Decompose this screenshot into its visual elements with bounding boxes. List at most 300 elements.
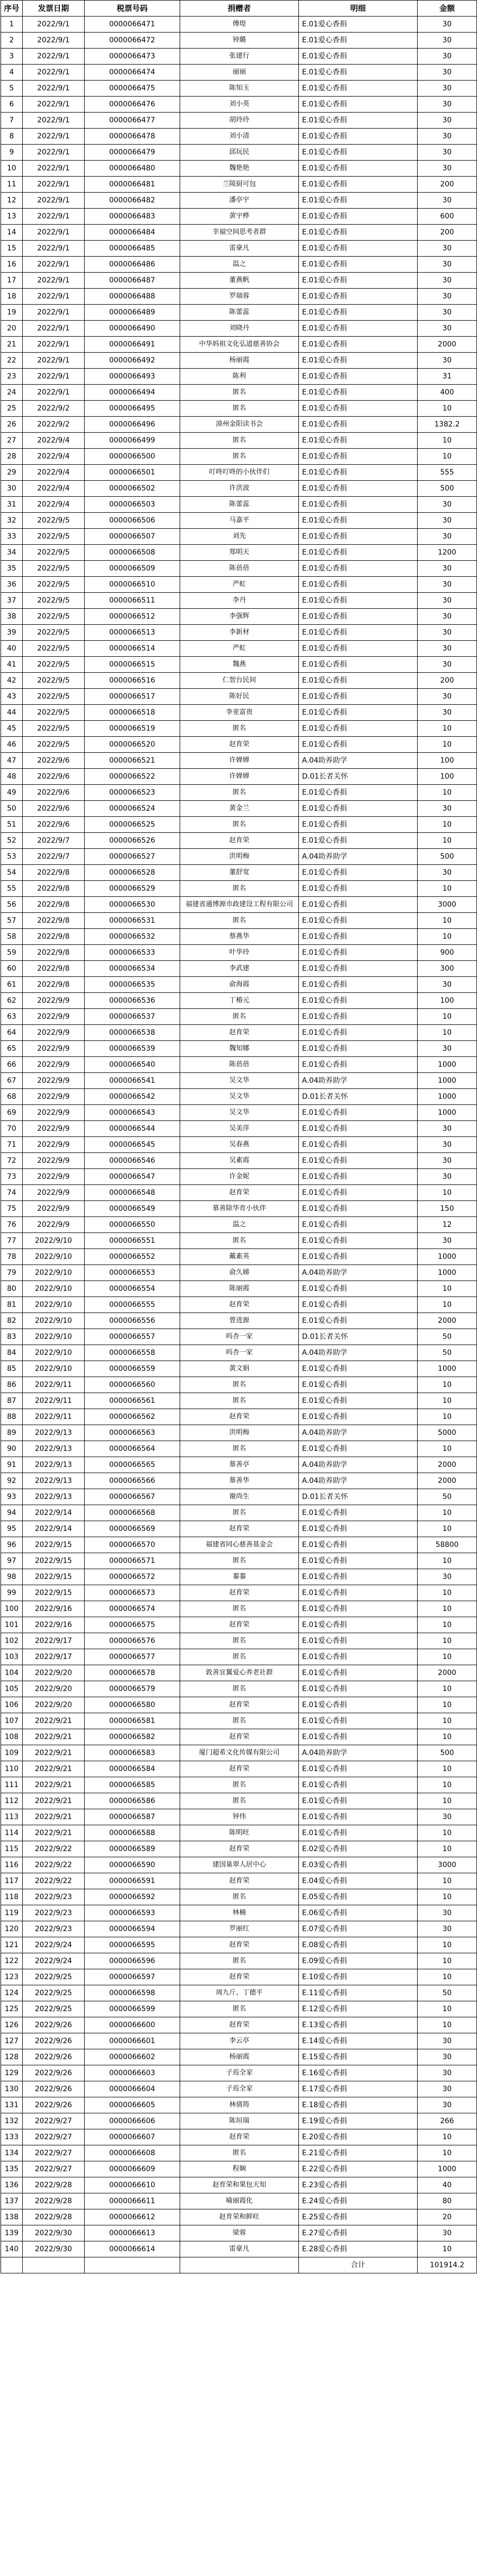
cell-seq: 5 — [1, 81, 23, 97]
cell-detail: E.01爱心香捐 — [299, 689, 418, 705]
cell-amount: 100 — [418, 769, 477, 785]
cell-date: 2022/9/1 — [23, 353, 85, 369]
total-invoice-cell — [85, 2257, 180, 2273]
cell-detail: E.01爱心香捐 — [299, 145, 418, 161]
cell-donor: 赵育荣 — [180, 1841, 299, 1857]
cell-date: 2022/9/30 — [23, 2225, 85, 2241]
cell-detail: E.01爱心香捐 — [299, 1409, 418, 1425]
total-row — [1, 2257, 477, 2273]
cell-date: 2022/9/8 — [23, 945, 85, 961]
table-row — [1, 817, 477, 833]
cell-donor: 俞久娣 — [180, 1265, 299, 1281]
cell-amount: 900 — [418, 945, 477, 961]
cell-seq: 103 — [1, 1649, 23, 1665]
cell-seq: 120 — [1, 1921, 23, 1937]
cell-detail: E.01爱心香捐 — [299, 1393, 418, 1409]
cell-donor: 蔡燕华 — [180, 929, 299, 945]
cell-date: 2022/9/9 — [23, 1217, 85, 1233]
cell-detail: E.01爱心香捐 — [299, 1105, 418, 1121]
cell-donor: 匿名 — [180, 1505, 299, 1521]
cell-date: 2022/9/9 — [23, 1185, 85, 1201]
cell-amount: 10 — [418, 1297, 477, 1313]
cell-detail: E.17爱心香捐 — [299, 2081, 418, 2097]
table-row — [1, 913, 477, 929]
cell-detail: E.08爱心香捐 — [299, 1937, 418, 1953]
table-row — [1, 193, 477, 209]
cell-invoice: 0000066603 — [85, 2065, 180, 2081]
header-date: 发票日期 — [23, 1, 85, 17]
cell-detail: E.01爱心香捐 — [299, 1521, 418, 1537]
table-row — [1, 769, 477, 785]
cell-seq: 69 — [1, 1105, 23, 1121]
header-donor: 捐赠者 — [180, 1, 299, 17]
table-row — [1, 97, 477, 113]
cell-amount: 20 — [418, 2209, 477, 2225]
cell-date: 2022/9/22 — [23, 1841, 85, 1857]
cell-date: 2022/9/13 — [23, 1457, 85, 1473]
cell-detail: A.04助养助学 — [299, 753, 418, 769]
cell-donor: 匿名 — [180, 2001, 299, 2017]
cell-date: 2022/9/15 — [23, 1553, 85, 1569]
cell-seq: 18 — [1, 289, 23, 305]
cell-detail: E.01爱心香捐 — [299, 465, 418, 481]
cell-amount: 10 — [418, 1281, 477, 1297]
table-row — [1, 337, 477, 353]
cell-detail: E.01爱心香捐 — [299, 529, 418, 545]
cell-invoice: 0000066512 — [85, 609, 180, 625]
cell-seq: 59 — [1, 945, 23, 961]
table-row — [1, 833, 477, 849]
cell-seq: 71 — [1, 1137, 23, 1153]
cell-seq: 65 — [1, 1041, 23, 1057]
table-row — [1, 561, 477, 577]
cell-date: 2022/9/9 — [23, 1073, 85, 1089]
cell-date: 2022/9/13 — [23, 1489, 85, 1505]
cell-date: 2022/9/14 — [23, 1505, 85, 1521]
cell-amount: 10 — [418, 1793, 477, 1809]
cell-donor: 吴春燕 — [180, 1137, 299, 1153]
cell-detail: E.01爱心香捐 — [299, 737, 418, 753]
cell-donor: 刘小清 — [180, 129, 299, 145]
cell-detail: E.01爱心香捐 — [299, 785, 418, 801]
cell-date: 2022/9/7 — [23, 833, 85, 849]
table-row — [1, 721, 477, 737]
cell-donor: 匿名 — [180, 1793, 299, 1809]
cell-date: 2022/9/6 — [23, 785, 85, 801]
cell-date: 2022/9/1 — [23, 289, 85, 305]
cell-date: 2022/9/9 — [23, 1153, 85, 1169]
cell-detail: E.14爱心香捐 — [299, 2033, 418, 2049]
cell-donor: 慕善亭 — [180, 1457, 299, 1473]
cell-amount: 10 — [418, 929, 477, 945]
table-row — [1, 449, 477, 465]
cell-invoice: 0000066517 — [85, 689, 180, 705]
cell-invoice: 0000066480 — [85, 161, 180, 177]
cell-invoice: 0000066476 — [85, 97, 180, 113]
cell-date: 2022/9/15 — [23, 1569, 85, 1585]
cell-detail: E.01爱心香捐 — [299, 225, 418, 241]
table-row — [1, 2225, 477, 2241]
cell-date: 2022/9/9 — [23, 1121, 85, 1137]
cell-detail: E.01爱心香捐 — [299, 289, 418, 305]
table-row — [1, 1105, 477, 1121]
cell-date: 2022/9/13 — [23, 1473, 85, 1489]
table-row — [1, 2017, 477, 2033]
cell-date: 2022/9/9 — [23, 1009, 85, 1025]
cell-date: 2022/9/9 — [23, 1201, 85, 1217]
cell-amount: 30 — [418, 2049, 477, 2065]
cell-seq: 102 — [1, 1633, 23, 1649]
cell-date: 2022/9/20 — [23, 1665, 85, 1681]
table-row — [1, 1025, 477, 1041]
cell-date: 2022/9/1 — [23, 337, 85, 353]
cell-date: 2022/9/25 — [23, 1969, 85, 1985]
cell-invoice: 0000066486 — [85, 257, 180, 273]
cell-seq: 111 — [1, 1777, 23, 1793]
cell-seq: 87 — [1, 1393, 23, 1409]
cell-donor: 许洪波 — [180, 481, 299, 497]
cell-invoice: 0000066578 — [85, 1665, 180, 1681]
cell-date: 2022/9/21 — [23, 1809, 85, 1825]
cell-donor: 杨丽霞 — [180, 353, 299, 369]
cell-seq: 139 — [1, 2225, 23, 2241]
cell-seq: 140 — [1, 2241, 23, 2257]
cell-date: 2022/9/10 — [23, 1233, 85, 1249]
cell-date: 2022/9/5 — [23, 721, 85, 737]
cell-seq: 28 — [1, 449, 23, 465]
table-row — [1, 129, 477, 145]
cell-amount: 1382.2 — [418, 417, 477, 433]
cell-detail: A.04助养助学 — [299, 1265, 418, 1281]
cell-amount: 200 — [418, 177, 477, 193]
cell-donor: 匿名 — [180, 1377, 299, 1393]
cell-amount: 10 — [418, 721, 477, 737]
cell-date: 2022/9/27 — [23, 2145, 85, 2161]
cell-date: 2022/9/9 — [23, 1057, 85, 1073]
cell-donor: 黄文娟 — [180, 1361, 299, 1377]
cell-date: 2022/9/5 — [23, 577, 85, 593]
cell-invoice: 0000066550 — [85, 1217, 180, 1233]
cell-invoice: 0000066594 — [85, 1921, 180, 1937]
cell-invoice: 0000066475 — [85, 81, 180, 97]
table-row — [1, 513, 477, 529]
cell-invoice: 0000066519 — [85, 721, 180, 737]
table-row — [1, 1345, 477, 1361]
cell-invoice: 0000066478 — [85, 129, 180, 145]
cell-date: 2022/9/16 — [23, 1617, 85, 1633]
cell-amount: 30 — [418, 241, 477, 257]
cell-amount: 1200 — [418, 545, 477, 561]
cell-date: 2022/9/13 — [23, 1425, 85, 1441]
cell-seq: 57 — [1, 913, 23, 929]
cell-detail: E.01爱心香捐 — [299, 833, 418, 849]
cell-invoice: 0000066510 — [85, 577, 180, 593]
cell-date: 2022/9/15 — [23, 1537, 85, 1553]
cell-donor: 匿名 — [180, 1553, 299, 1569]
cell-date: 2022/9/8 — [23, 913, 85, 929]
table-row — [1, 2081, 477, 2097]
cell-seq: 113 — [1, 1809, 23, 1825]
cell-seq: 4 — [1, 65, 23, 81]
cell-amount: 3000 — [418, 1857, 477, 1873]
cell-detail: E.01爱心香捐 — [299, 1153, 418, 1169]
cell-donor: 刘先 — [180, 529, 299, 545]
cell-detail: E.01爱心香捐 — [299, 1697, 418, 1713]
total-label: 合计 — [299, 2257, 418, 2273]
cell-amount: 30 — [418, 1905, 477, 1921]
cell-donor: 赵育荣 — [180, 1761, 299, 1777]
cell-seq: 131 — [1, 2097, 23, 2113]
cell-date: 2022/9/1 — [23, 241, 85, 257]
cell-invoice: 0000066580 — [85, 1697, 180, 1713]
cell-date: 2022/9/25 — [23, 1985, 85, 2001]
cell-detail: A.04助养助学 — [299, 1073, 418, 1089]
cell-date: 2022/9/1 — [23, 113, 85, 129]
table-row — [1, 673, 477, 689]
cell-donor: 匿名 — [180, 1713, 299, 1729]
table-row — [1, 1729, 477, 1745]
cell-date: 2022/9/13 — [23, 1441, 85, 1457]
cell-invoice: 0000066607 — [85, 2129, 180, 2145]
cell-amount: 30 — [418, 1233, 477, 1249]
cell-invoice: 0000066479 — [85, 145, 180, 161]
table-row — [1, 481, 477, 497]
cell-detail: E.01爱心香捐 — [299, 1185, 418, 1201]
cell-invoice: 0000066538 — [85, 1025, 180, 1041]
cell-donor: 林倩筠 — [180, 2097, 299, 2113]
cell-invoice: 0000066596 — [85, 1953, 180, 1969]
cell-amount: 30 — [418, 577, 477, 593]
cell-invoice: 0000066542 — [85, 1089, 180, 1105]
cell-detail: E.24爱心香捐 — [299, 2193, 418, 2209]
cell-invoice: 0000066559 — [85, 1361, 180, 1377]
cell-seq: 124 — [1, 1985, 23, 2001]
cell-detail: E.01爱心香捐 — [299, 881, 418, 897]
cell-seq: 104 — [1, 1665, 23, 1681]
cell-invoice: 0000066554 — [85, 1281, 180, 1297]
cell-donor: 赵育荣和果包天知 — [180, 2177, 299, 2193]
cell-date: 2022/9/1 — [23, 209, 85, 225]
cell-donor: 吴文华 — [180, 1089, 299, 1105]
cell-invoice: 0000066551 — [85, 1233, 180, 1249]
cell-detail: E.01爱心香捐 — [299, 593, 418, 609]
cell-date: 2022/9/6 — [23, 801, 85, 817]
cell-seq: 20 — [1, 321, 23, 337]
cell-date: 2022/9/21 — [23, 1793, 85, 1809]
cell-date: 2022/9/5 — [23, 657, 85, 673]
cell-invoice: 0000066508 — [85, 545, 180, 561]
cell-detail: E.01爱心香捐 — [299, 705, 418, 721]
cell-donor: 梁蓉 — [180, 2225, 299, 2241]
cell-donor: 丽丽 — [180, 65, 299, 81]
cell-invoice: 0000066501 — [85, 465, 180, 481]
cell-amount: 30 — [418, 305, 477, 321]
cell-date: 2022/9/22 — [23, 1873, 85, 1889]
cell-donor: 仁智台民间 — [180, 673, 299, 689]
cell-detail: E.01爱心香捐 — [299, 673, 418, 689]
cell-seq: 77 — [1, 1233, 23, 1249]
cell-detail: E.01爱心香捐 — [299, 1793, 418, 1809]
cell-amount: 600 — [418, 209, 477, 225]
cell-seq: 137 — [1, 2193, 23, 2209]
cell-date: 2022/9/9 — [23, 1137, 85, 1153]
cell-detail: E.01爱心香捐 — [299, 209, 418, 225]
cell-donor: 董燕帆 — [180, 273, 299, 289]
cell-date: 2022/9/10 — [23, 1313, 85, 1329]
cell-donor: 许婵婵 — [180, 769, 299, 785]
cell-seq: 11 — [1, 177, 23, 193]
cell-invoice: 0000066495 — [85, 401, 180, 417]
cell-date: 2022/9/27 — [23, 2161, 85, 2177]
cell-seq: 46 — [1, 737, 23, 753]
cell-date: 2022/9/5 — [23, 513, 85, 529]
cell-detail: E.01爱心香捐 — [299, 449, 418, 465]
cell-invoice: 0000066540 — [85, 1057, 180, 1073]
cell-donor: 赵育荣 — [180, 1969, 299, 1985]
cell-date: 2022/9/8 — [23, 881, 85, 897]
total-amount: 101914.2 — [418, 2257, 477, 2273]
cell-seq: 76 — [1, 1217, 23, 1233]
ledger-body — [1, 17, 477, 2257]
cell-amount: 10 — [418, 1761, 477, 1777]
cell-donor: 许金妮 — [180, 1169, 299, 1185]
cell-detail: E.25爱心香捐 — [299, 2209, 418, 2225]
cell-detail: E.23爱心香捐 — [299, 2177, 418, 2193]
table-row — [1, 2049, 477, 2065]
cell-detail: E.01爱心香捐 — [299, 1761, 418, 1777]
cell-detail: A.04助养助学 — [299, 1473, 418, 1489]
table-row — [1, 1537, 477, 1553]
cell-donor: 陈垣瑞 — [180, 2113, 299, 2129]
cell-invoice: 0000066527 — [85, 849, 180, 865]
table-row — [1, 1201, 477, 1217]
table-row — [1, 1089, 477, 1105]
cell-detail: E.07爱心香捐 — [299, 1921, 418, 1937]
cell-seq: 78 — [1, 1249, 23, 1265]
cell-invoice: 0000066516 — [85, 673, 180, 689]
cell-detail: E.01爱心香捐 — [299, 1009, 418, 1025]
cell-detail: E.01爱心香捐 — [299, 81, 418, 97]
cell-donor: 吴素霞 — [180, 1153, 299, 1169]
cell-invoice: 0000066561 — [85, 1393, 180, 1409]
table-row — [1, 1633, 477, 1649]
cell-invoice: 0000066591 — [85, 1873, 180, 1889]
cell-seq: 2 — [1, 33, 23, 49]
table-row — [1, 1777, 477, 1793]
cell-donor: 赵育荣 — [180, 1585, 299, 1601]
cell-seq: 112 — [1, 1793, 23, 1809]
table-row — [1, 369, 477, 385]
cell-invoice: 0000066472 — [85, 33, 180, 49]
cell-invoice: 0000066569 — [85, 1521, 180, 1537]
table-row — [1, 1169, 477, 1185]
cell-date: 2022/9/1 — [23, 369, 85, 385]
cell-date: 2022/9/21 — [23, 1761, 85, 1777]
cell-detail: E.22爱心香捐 — [299, 2161, 418, 2177]
cell-invoice: 0000066506 — [85, 513, 180, 529]
table-row — [1, 1073, 477, 1089]
cell-donor: 刘晓丹 — [180, 321, 299, 337]
cell-detail: A.04助养助学 — [299, 1457, 418, 1473]
cell-donor: 陈知玉 — [180, 81, 299, 97]
table-row — [1, 113, 477, 129]
cell-donor: 洪明梅 — [180, 849, 299, 865]
table-row — [1, 1249, 477, 1265]
table-row — [1, 209, 477, 225]
table-row — [1, 1745, 477, 1761]
cell-date: 2022/9/28 — [23, 2193, 85, 2209]
cell-seq: 62 — [1, 993, 23, 1009]
cell-donor: 匿名 — [180, 1233, 299, 1249]
cell-donor: 陈蓓蓓 — [180, 561, 299, 577]
cell-donor: 张建行 — [180, 49, 299, 65]
table-row — [1, 1393, 477, 1409]
cell-seq: 25 — [1, 401, 23, 417]
cell-invoice: 0000066473 — [85, 49, 180, 65]
table-row — [1, 865, 477, 881]
cell-invoice: 0000066484 — [85, 225, 180, 241]
cell-donor: 匿名 — [180, 1441, 299, 1457]
cell-detail: E.10爱心香捐 — [299, 1969, 418, 1985]
cell-detail: E.01爱心香捐 — [299, 1057, 418, 1073]
cell-date: 2022/9/10 — [23, 1345, 85, 1361]
cell-donor: 匿名 — [180, 433, 299, 449]
cell-date: 2022/9/1 — [23, 81, 85, 97]
cell-date: 2022/9/20 — [23, 1681, 85, 1697]
cell-donor: 慕善除华育小伙伴 — [180, 1201, 299, 1217]
cell-date: 2022/9/1 — [23, 33, 85, 49]
cell-date: 2022/9/15 — [23, 1585, 85, 1601]
cell-donor: 董舒宽 — [180, 865, 299, 881]
cell-seq: 127 — [1, 2033, 23, 2049]
cell-invoice: 0000066534 — [85, 961, 180, 977]
cell-detail: A.04助养助学 — [299, 1425, 418, 1441]
cell-invoice: 0000066579 — [85, 1681, 180, 1697]
cell-detail: E.01爱心香捐 — [299, 497, 418, 513]
cell-detail: E.01爱心香捐 — [299, 1297, 418, 1313]
cell-seq: 54 — [1, 865, 23, 881]
cell-donor: 陈丽霞 — [180, 1281, 299, 1297]
cell-detail: A.04助养助学 — [299, 1345, 418, 1361]
cell-invoice: 0000066500 — [85, 449, 180, 465]
cell-amount: 30 — [418, 33, 477, 49]
cell-amount: 1000 — [418, 1089, 477, 1105]
cell-date: 2022/9/24 — [23, 1937, 85, 1953]
cell-invoice: 0000066523 — [85, 785, 180, 801]
cell-detail: E.01爱心香捐 — [299, 433, 418, 449]
cell-invoice: 0000066507 — [85, 529, 180, 545]
cell-amount: 10 — [418, 1441, 477, 1457]
cell-donor: 吴美萍 — [180, 1121, 299, 1137]
cell-invoice: 0000066482 — [85, 193, 180, 209]
cell-donor: 魏燕 — [180, 657, 299, 673]
cell-donor: 中华妈祖文化弘道慈善协会 — [180, 337, 299, 353]
cell-amount: 10 — [418, 1697, 477, 1713]
cell-date: 2022/9/1 — [23, 193, 85, 209]
cell-detail: E.03爱心香捐 — [299, 1857, 418, 1873]
cell-detail: E.01爱心香捐 — [299, 721, 418, 737]
cell-amount: 30 — [418, 641, 477, 657]
cell-seq: 90 — [1, 1441, 23, 1457]
table-row — [1, 433, 477, 449]
cell-donor: 赵育荣 — [180, 1185, 299, 1201]
table-row — [1, 321, 477, 337]
cell-amount: 10 — [418, 1825, 477, 1841]
cell-date: 2022/9/4 — [23, 465, 85, 481]
cell-amount: 30 — [418, 321, 477, 337]
cell-invoice: 0000066503 — [85, 497, 180, 513]
cell-donor: 匿名 — [180, 913, 299, 929]
